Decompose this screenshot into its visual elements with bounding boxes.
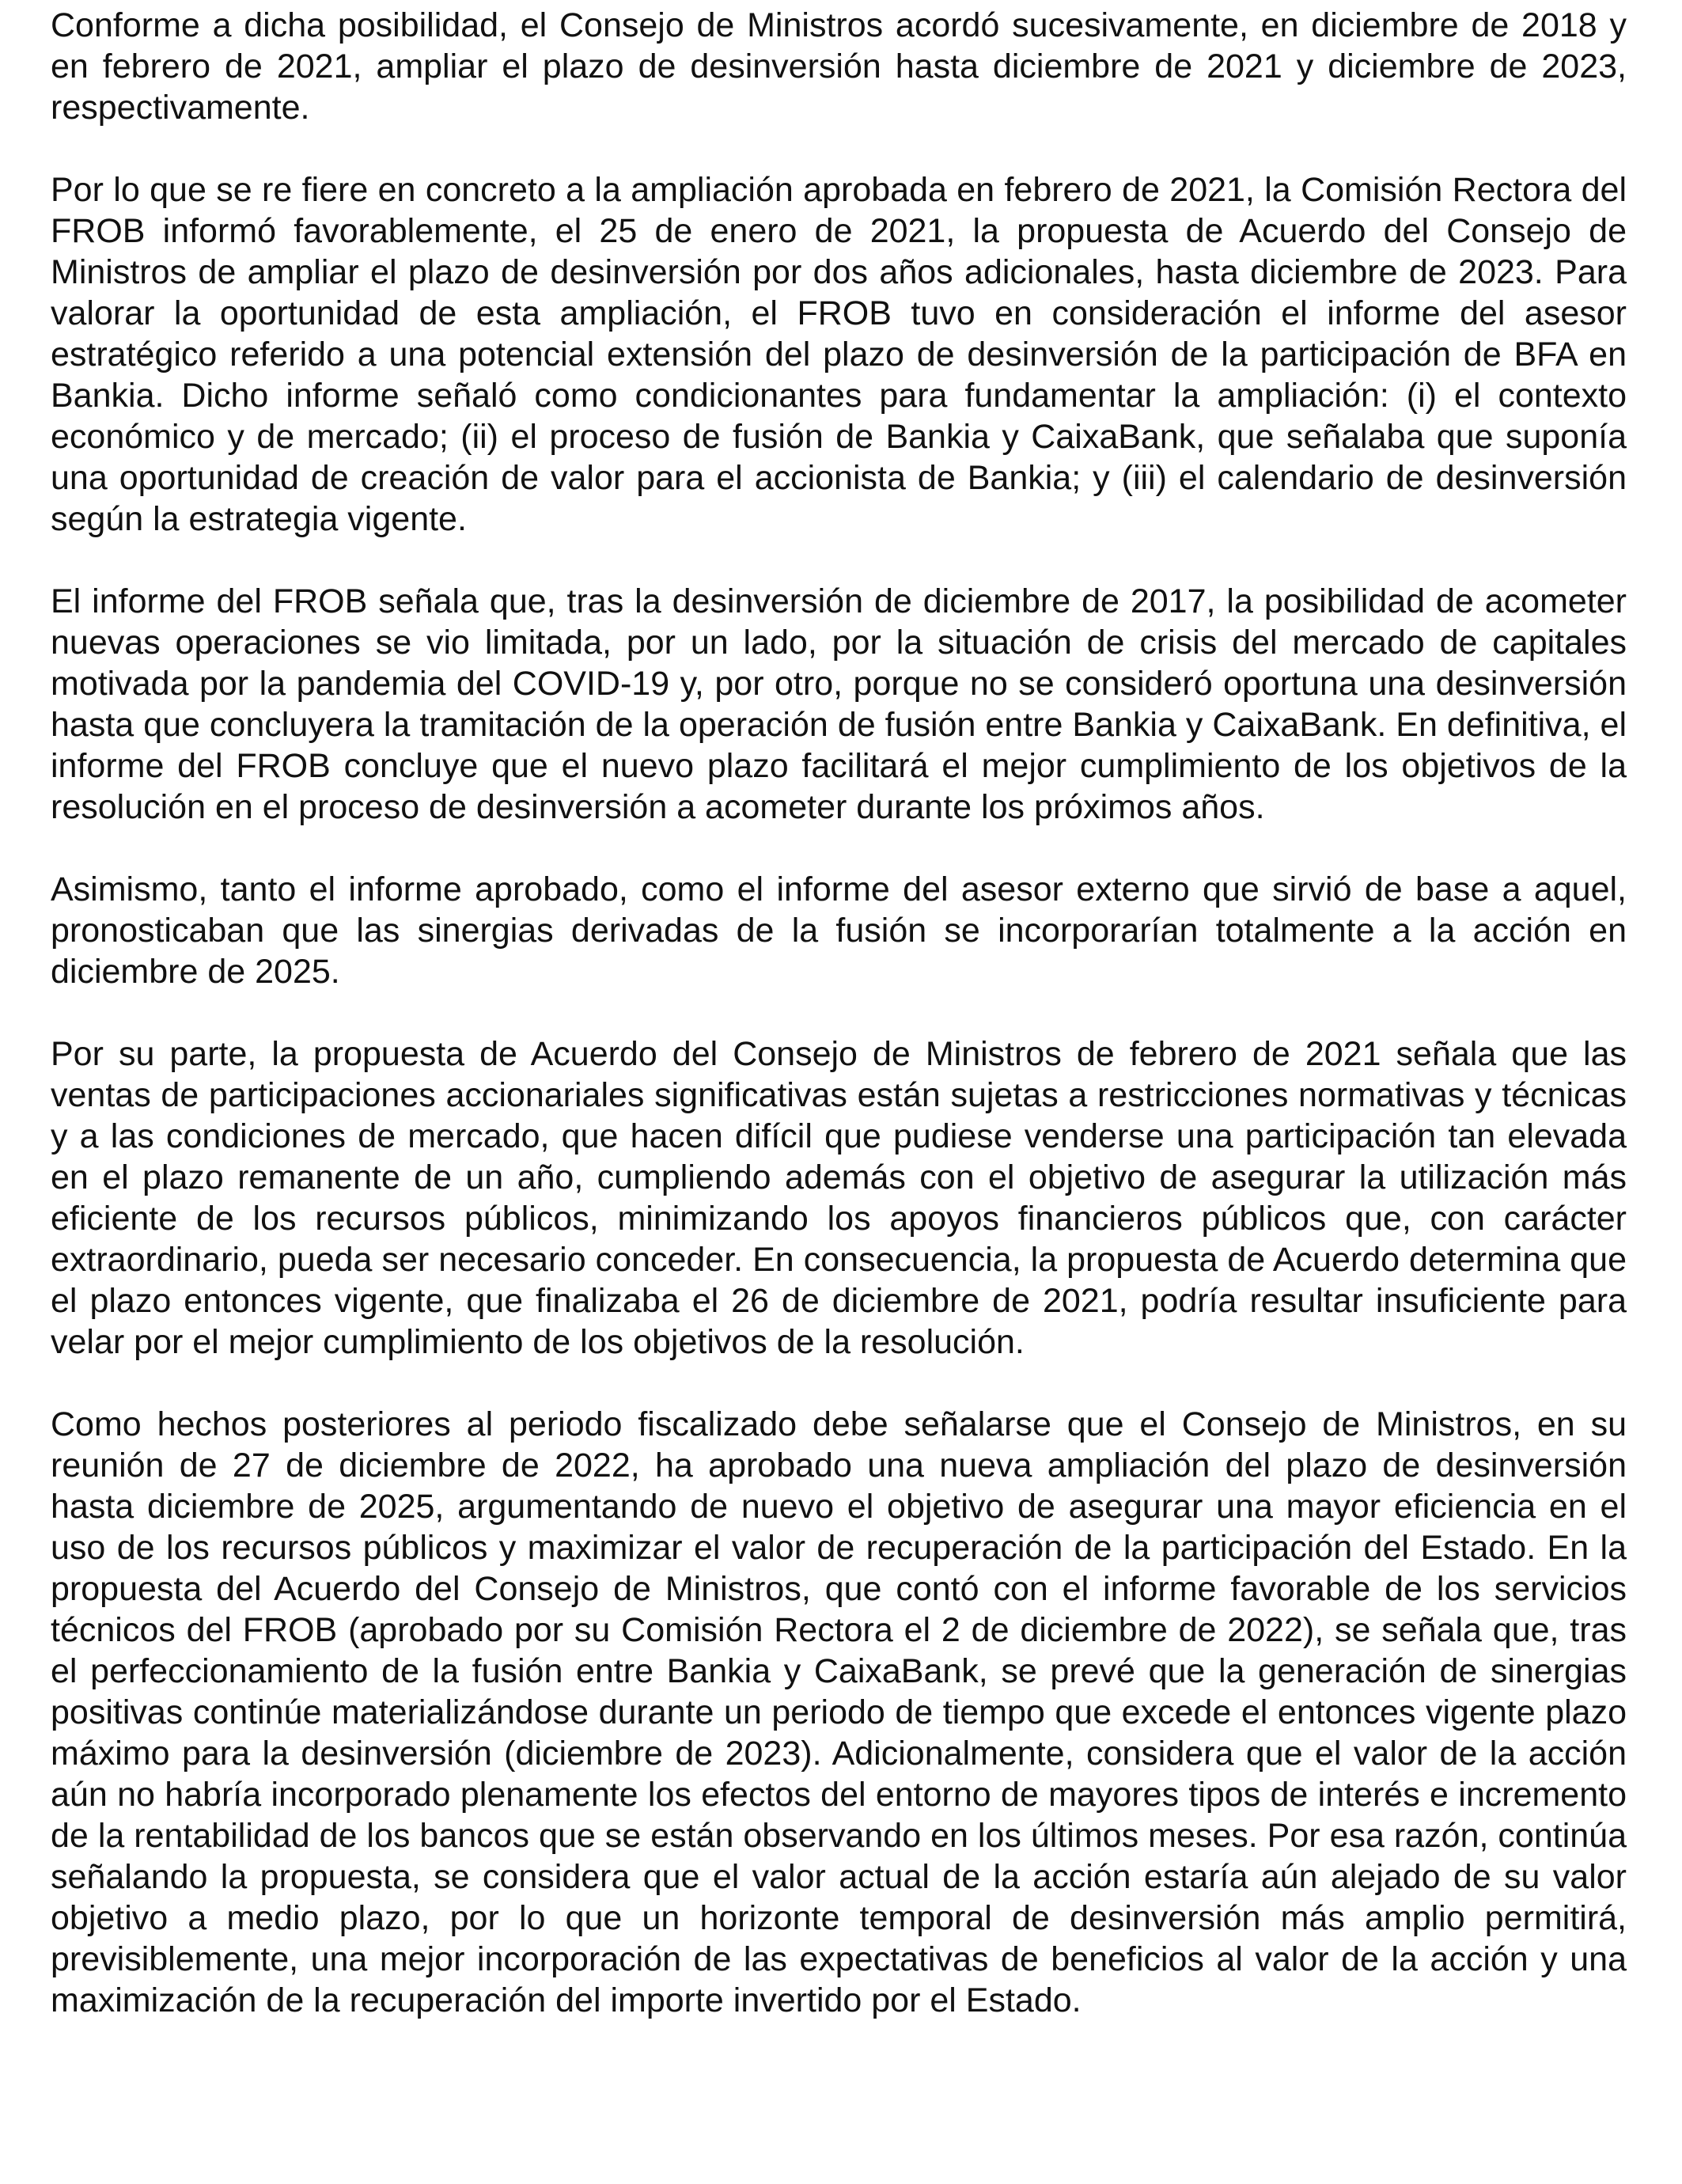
paragraph-3: El informe del FROB señala que, tras la desinversión de diciembre de 2017, la posibilidad de acometer nuevas operaciones se vio limitada, por un lado, por la situación de crisis del mercado de capitales motivada por la pandemia del COVID-19 y, por otro, porque no se consideró oportuna una desinversión hasta que concluyera la tramitación de la operación de fusión entre Bankia y CaixaBank. En definitiva, el informe del FROB concluye que el nuevo plazo facilitará el mejor cumplimiento de los objetivos de la resolución en el proceso de desinversión a acometer durante los próximos años. — [51, 582, 1627, 826]
paragraph-1: Conforme a dicha posibilidad, el Consejo de Ministros acordó sucesivamente, en diciembre de 2018 y en febrero de 2021, ampliar el plazo de desinversión hasta diciembre de 2021 y diciembre de 2023, respectivamente. — [51, 6, 1627, 127]
document-page — [51, 5, 1627, 2021]
paragraph-5: Por su parte, la propuesta de Acuerdo del Consejo de Ministros de febrero de 2021 señala que las ventas de participaciones accionariales significativas están sujetas a restricciones normativas y técnicas y a las condiciones de mercado, que hacen difícil que pudiese venderse una participación tan elevada en el plazo remanente de un año, cumpliendo además con el objetivo de asegurar la utilización más eficiente de los recursos públicos, minimizando los apoyos financieros públicos que, con carácter extraordinario, pueda ser necesario conceder. En consecuencia, la propuesta de Acuerdo determina que el plazo entonces vigente, que finalizaba el 26 de diciembre de 2021, podría resultar insuficiente para velar por el mejor cumplimiento de los objetivos de la resolución. — [51, 1035, 1627, 1361]
paragraph-6: Como hechos posteriores al periodo fiscalizado debe señalarse que el Consejo de Ministros, en su reunión de 27 de diciembre de 2022, ha aprobado una nueva ampliación del plazo de desinversión hasta diciembre de 2025, argumentando de nuevo el objetivo de asegurar una mayor eficiencia en el uso de los recursos públicos y maximizar el valor de recuperación de la participación del Estado. En la propuesta del Acuerdo del Consejo de Ministros, que contó con el informe favorable de los servicios técnicos del FROB (aprobado por su Comisión Rectora el 2 de diciembre de 2022), se señala que, tras el perfeccionamiento de la fusión entre Bankia y CaixaBank, se prevé que la generación de sinergias positivas continúe materializándose durante un periodo de tiempo que excede el entonces vigente plazo máximo para la desinversión (diciembre de 2023). Adicionalmente, considera que el valor de la acción aún no habría incorporado plenamente los efectos del entorno de mayores tipos de interés e incremento de la rentabilidad de los bancos que se están observando en los últimos meses. Por esa razón, continúa señalando la propuesta, se considera que el valor actual de la acción estaría aún alejado de su valor objetivo a medio plazo, por lo que un horizonte temporal de desinversión más amplio permitirá, previsiblemente, una mejor incorporación de las expectativas de beneficios al valor de la acción y una maximización de la recuperación del importe invertido por el Estado. — [51, 1405, 1627, 2019]
paragraph-4: Asimismo, tanto el informe aprobado, como el informe del asesor externo que sirvió de base a aquel, pronosticaban que las sinergias derivadas de la fusión se incorporarían totalmente a la acción en diciembre de 2025. — [51, 870, 1627, 991]
paragraph-2: Por lo que se re fiere en concreto a la ampliación aprobada en febrero de 2021, la Comisión Rectora del FROB informó favorablemente, el 25 de enero de 2021, la propuesta de Acuerdo del Consejo de Ministros de ampliar el plazo de desinversión por dos años adicionales, hasta diciembre de 2023. Para valorar la oportunidad de esta ampliación, el FROB tuvo en consideración el informe del asesor estratégico referido a una potencial extensión del plazo de desinversión de la participación de BFA en Bankia. Dicho informe señaló como condicionantes para fundamentar la ampliación: (i) el contexto económico y de mercado; (ii) el proceso de fusión de Bankia y CaixaBank, que señalaba que suponía una oportunidad de creación de valor para el accionista de Bankia; y (iii) el calendario de desinversión según la estrategia vigente. — [51, 171, 1627, 538]
